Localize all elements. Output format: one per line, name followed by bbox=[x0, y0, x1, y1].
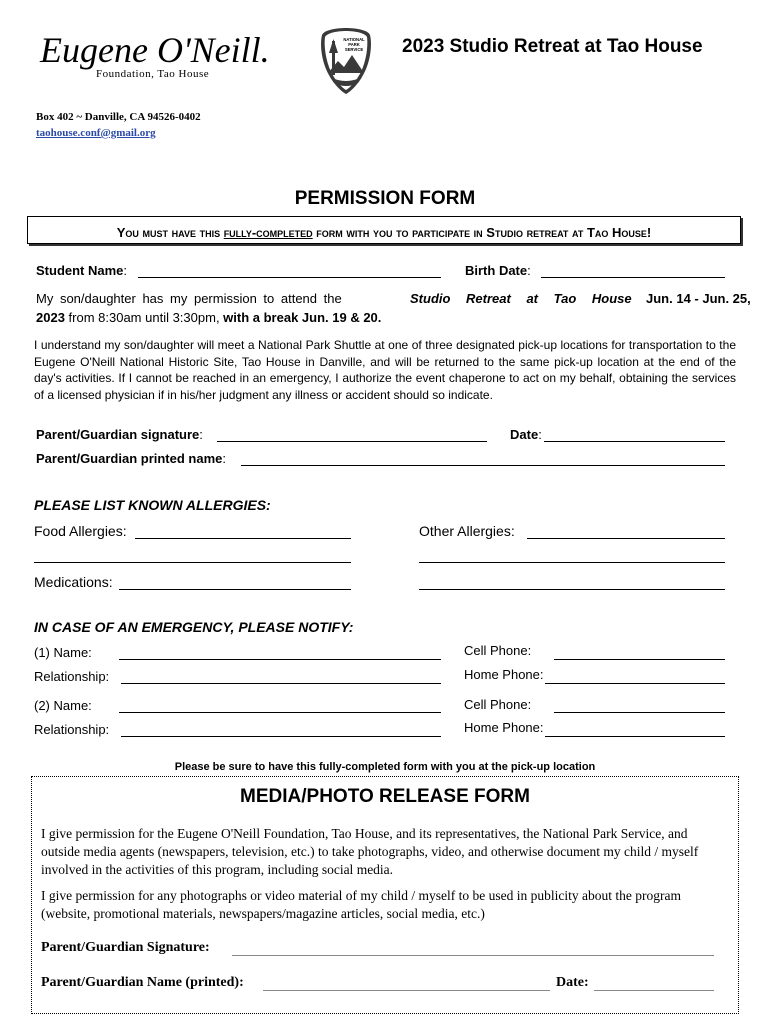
birth-date-field[interactable] bbox=[541, 277, 725, 278]
contact1-home-label: Home Phone: bbox=[464, 667, 544, 682]
consent-line-1: My son/daughter has my permission to attend the bbox=[36, 291, 342, 306]
notice-text: You must have this fully-completed form with you to participate in Studio retreat at Tao House! bbox=[116, 225, 652, 240]
student-name-label: Student Name: bbox=[36, 263, 128, 278]
other-allergies-field-2[interactable] bbox=[419, 562, 725, 563]
other-allergies-field[interactable] bbox=[527, 538, 725, 539]
allergies-heading: PLEASE LIST KNOWN ALLERGIES: bbox=[34, 497, 271, 513]
nps-arrowhead-icon bbox=[318, 27, 374, 95]
contact1-relationship-field[interactable] bbox=[121, 683, 441, 684]
medications-field[interactable] bbox=[119, 589, 351, 590]
pickup-reminder: Please be sure to have this fully-completed form with you at the pick-up location bbox=[174, 761, 596, 773]
badge-line: PARK bbox=[348, 42, 360, 47]
contact1-cell-label: Cell Phone: bbox=[464, 643, 532, 658]
contact2-home-field[interactable] bbox=[545, 736, 725, 737]
contact1-name-label: (1) Name: bbox=[34, 645, 92, 660]
contact2-name-field[interactable] bbox=[119, 712, 441, 713]
contact1-home-field[interactable] bbox=[545, 683, 725, 684]
consent-program-name: Studio Retreat at Tao House bbox=[410, 291, 632, 306]
retreat-title: 2023 Studio Retreat at Tao House bbox=[402, 36, 703, 57]
mailing-address: Box 402 ~ Danville, CA 94526-0402 bbox=[36, 111, 201, 123]
badge-line: SERVICE bbox=[344, 47, 364, 52]
guardian-printed-field[interactable] bbox=[241, 465, 725, 466]
consent-dates: Jun. 14 - Jun. 25, bbox=[646, 291, 751, 306]
media-printed-name-label: Parent/Guardian Name (printed): bbox=[41, 975, 244, 990]
medications-field-2[interactable] bbox=[419, 589, 725, 590]
contact2-cell-label: Cell Phone: bbox=[464, 697, 532, 712]
contact2-relationship-label: Relationship: bbox=[34, 722, 110, 737]
food-allergies-field[interactable] bbox=[135, 538, 351, 539]
understanding-paragraph: I understand my son/daughter will meet a National Park Shuttle at one of three designated pick-up locations for transportation to the Eugene O'Neill National Historic Site, Tao House in Danville, and will be returned to the same pick-up location at the end of the day's activities. If I cannot be reached in an emergency, I authorize the event chaperone to act on my behalf, obtaining the services of a licensed physician if in his/her judgment any illness or accident should so indicate. bbox=[34, 338, 736, 402]
guardian-date-field[interactable] bbox=[544, 441, 725, 442]
media-date-label: Date: bbox=[556, 975, 589, 990]
emergency-heading: IN CASE OF AN EMERGENCY, PLEASE NOTIFY: bbox=[34, 619, 354, 635]
contact2-name-label: (2) Name: bbox=[34, 698, 92, 713]
contact1-relationship-label: Relationship: bbox=[34, 669, 110, 684]
birth-date-label: Birth Date: bbox=[465, 263, 531, 278]
badge-line: NATIONAL bbox=[343, 37, 365, 42]
media-signature-field[interactable] bbox=[232, 955, 714, 956]
contact2-relationship-field[interactable] bbox=[121, 736, 441, 737]
food-allergies-label: Food Allergies: bbox=[34, 523, 127, 539]
media-signature-label: Parent/Guardian Signature: bbox=[41, 940, 210, 955]
guardian-printed-label: Parent/Guardian printed name: bbox=[36, 451, 226, 466]
contact1-name-field[interactable] bbox=[119, 659, 441, 660]
media-printed-name-field[interactable] bbox=[263, 990, 550, 991]
contact2-cell-field[interactable] bbox=[554, 712, 725, 713]
other-allergies-label: Other Allergies: bbox=[419, 523, 515, 539]
permission-form-title: PERMISSION FORM bbox=[294, 188, 476, 209]
media-date-field[interactable] bbox=[594, 990, 714, 991]
student-name-field[interactable] bbox=[138, 277, 441, 278]
food-allergies-field-2[interactable] bbox=[34, 562, 351, 563]
media-permission-paragraph-1: I give permission for the Eugene O'Neill Foundation, Tao House, and its representatives, the National Park Service, and outside media agents (newspapers, television, etc.) to take photographs, video, and otherwise document my child / myself involved in the activities of this program, including social media. bbox=[41, 826, 699, 877]
contact1-cell-field[interactable] bbox=[554, 659, 725, 660]
medications-label: Medications: bbox=[34, 574, 113, 590]
foundation-logo-script: Eugene O'Neill. bbox=[40, 30, 270, 70]
media-permission-paragraph-2: I give permission for any photographs or video material of my child / myself to be used in publicity about the program (website, promotional materials, newspapers/magazine articles, social media, etc.) bbox=[41, 888, 681, 921]
date-label: Date: bbox=[510, 427, 542, 442]
media-release-title: MEDIA/PHOTO RELEASE FORM bbox=[240, 786, 530, 807]
foundation-logo-subtitle: Foundation, Tao House bbox=[96, 68, 210, 80]
consent-line-2: 2023 from 8:30am until 3:30pm, with a break Jun. 19 & 20. bbox=[36, 310, 382, 325]
email-link[interactable]: taohouse.conf@gmail.org bbox=[36, 127, 156, 139]
guardian-signature-field[interactable] bbox=[217, 441, 487, 442]
contact2-home-label: Home Phone: bbox=[464, 720, 544, 735]
guardian-signature-label: Parent/Guardian signature: bbox=[36, 427, 203, 442]
